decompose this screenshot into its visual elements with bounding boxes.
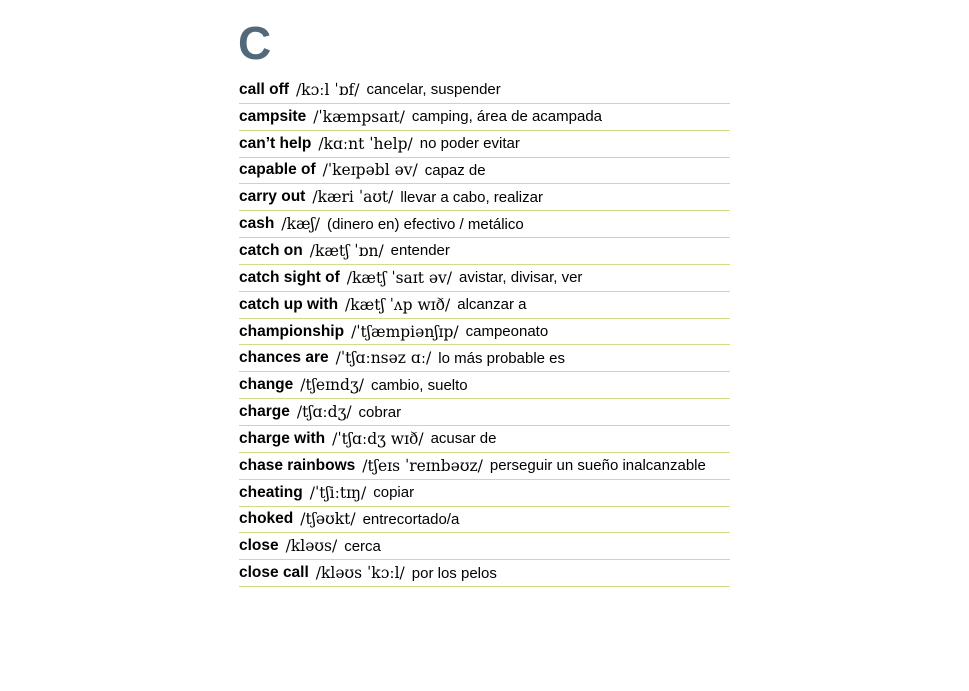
entry-translation: (dinero en) efectivo / metálico [326,215,524,233]
glossary-entry-row [239,77,730,104]
entry-translation: llevar a cabo, realizar [400,188,543,206]
entry-term: choked [239,510,294,528]
glossary-entry-row [239,158,730,185]
entry-term: close call [239,564,309,582]
entry-ipa-transcription: /kləʊs/ [285,537,338,556]
entry-translation: alcanzar a [457,296,527,314]
entry-ipa-transcription: /ˈtʃiːtɪŋ/ [309,483,367,502]
entry-translation: entrecortado/a [362,510,460,528]
glossary-entry-row [239,372,730,399]
entry-term: call off [239,80,289,98]
glossary-entry-row [239,345,730,372]
entry-term: cash [239,215,275,233]
entry-term: championship [239,322,345,340]
entry-translation: capaz de [424,161,486,179]
entry-ipa-transcription: /tʃɑːdʒ/ [296,403,352,422]
entry-translation: avistar, divisar, ver [459,269,583,287]
entry-ipa-transcription: /kləʊs ˈkɔːl/ [315,564,405,583]
glossary-entry-row [239,104,730,131]
entry-translation: cambio, suelto [370,376,468,394]
glossary-entry-row [239,211,730,238]
glossary-entry-row [239,238,730,265]
glossary-entry-row [239,399,730,426]
glossary-entry-row [239,480,730,507]
entry-term: campsite [239,107,307,125]
entry-term: carry out [239,188,306,206]
glossary-entry-row [239,560,730,587]
glossary-entry-row [239,533,730,560]
glossary-entry-row [239,265,730,292]
section-letter-heading: C [238,17,272,69]
entry-translation: cobrar [358,403,402,421]
glossary-entry-row [239,131,730,158]
glossary-entry-row [239,453,730,480]
entry-term: charge with [239,429,326,447]
entry-ipa-transcription: /kæri ˈaʊt/ [312,188,394,207]
entry-ipa-transcription: /tʃeɪs ˈreɪnbəʊz/ [362,456,483,475]
entry-translation: no poder evitar [419,135,520,153]
entry-ipa-transcription: /kætʃ ˈsaɪt əv/ [346,268,453,287]
entry-translation: acusar de [430,430,497,448]
entry-ipa-transcription: /ˈtʃɑːdʒ wɪð/ [332,429,424,448]
entry-term: chase rainbows [239,456,356,474]
entry-term: capable of [239,161,316,179]
entry-term: catch up with [239,295,339,313]
entry-term: can’t help [239,134,312,152]
entry-translation: lo más probable es [438,349,566,367]
entry-ipa-transcription: /kɔːl ˈɒf/ [295,80,360,99]
glossary-entry-row [239,319,730,346]
entry-ipa-transcription: /tʃəʊkt/ [300,510,356,529]
glossary-entry-row [239,292,730,319]
entry-term: cheating [239,483,303,501]
entry-ipa-transcription: /ˈkæmpsaɪt/ [313,107,405,126]
entry-ipa-transcription: /kæʃ/ [281,215,320,234]
entry-translation: entender [390,242,450,260]
entry-term: close [239,537,279,555]
entry-translation: copiar [373,484,415,502]
entry-translation: por los pelos [411,564,497,582]
entry-ipa-transcription: /ˈtʃæmpiənʃɪp/ [351,322,459,341]
entry-translation: campeonato [465,323,549,341]
entry-term: chances are [239,349,329,367]
entry-ipa-transcription: /ˈtʃɑːnsəz ɑː/ [335,349,432,368]
glossary-entry-list [239,77,730,587]
glossary-entry-row [239,184,730,211]
entry-ipa-transcription: /kætʃ ˈɒn/ [309,241,384,260]
entry-ipa-transcription: /tʃeɪndʒ/ [300,376,364,395]
entry-term: change [239,376,294,394]
entry-ipa-transcription: /kætʃ ˈʌp wɪð/ [345,295,451,314]
entry-term: catch on [239,241,303,259]
glossary-entry-row [239,507,730,534]
entry-ipa-transcription: /ˈkeɪpəbl əv/ [322,161,418,180]
entry-translation: perseguir un sueño inalcanzable [489,457,706,475]
entry-translation: camping, área de acampada [411,108,602,126]
entry-translation: cancelar, suspender [366,81,501,99]
entry-ipa-transcription: /kɑːnt ˈhelp/ [318,134,413,153]
entry-term: catch sight of [239,268,340,286]
entry-translation: cerca [344,537,381,555]
entry-term: charge [239,403,290,421]
glossary-entry-row [239,426,730,453]
